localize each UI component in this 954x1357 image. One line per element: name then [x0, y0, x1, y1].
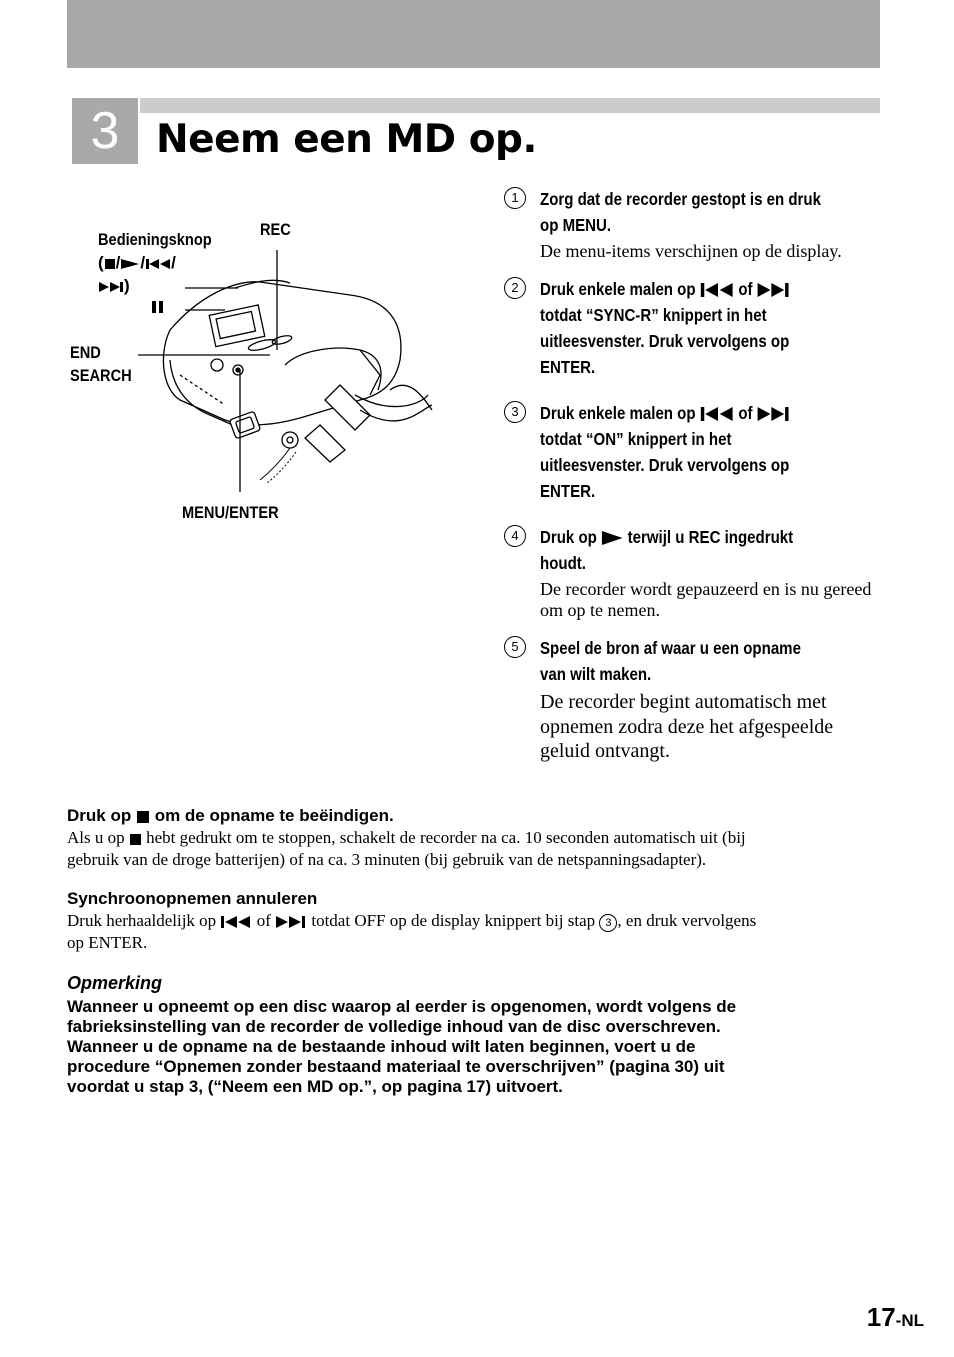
- instruction-line: Speel de bron af waar u een opname: [540, 638, 801, 658]
- page-number-value: 17: [866, 1302, 896, 1332]
- instruction-line: totdat “ON” knippert in het: [540, 429, 732, 449]
- body-text: , en druk vervolgens: [617, 911, 757, 930]
- heading-text: om de opname te beëindigen.: [154, 806, 394, 825]
- step-number-circle: 4: [504, 525, 526, 547]
- instruction-line: van wilt maken.: [540, 664, 652, 684]
- stop-icon: [129, 833, 142, 846]
- step-5: [504, 635, 880, 764]
- of-text: of: [738, 279, 753, 299]
- rec-label: REC: [260, 220, 291, 239]
- cancel-body: [67, 910, 887, 932]
- body-text: totdat OFF op de display knippert bij stap: [311, 911, 596, 930]
- page-number-suffix: -NL: [895, 1311, 924, 1330]
- body-text: Druk herhaaldelijk op: [67, 911, 217, 930]
- previous-icon: [700, 406, 734, 422]
- instruction-text: Druk op: [540, 527, 597, 547]
- stop-section: [67, 805, 887, 871]
- step-description: De recorder wordt gepauzeerd en is nu gereed om op te nemen.: [540, 579, 872, 620]
- instruction-line: ENTER.: [540, 481, 596, 501]
- stop-icon: [104, 258, 116, 270]
- instruction-line: totdat “SYNC-R” knippert in het: [540, 305, 767, 325]
- next-icon: [275, 915, 307, 929]
- instruction-line: uitleesvenster. Druk vervolgens op: [540, 331, 790, 351]
- steps-list: [504, 186, 880, 764]
- cancel-section: [67, 888, 887, 954]
- instruction-line: ENTER.: [540, 357, 596, 377]
- cancel-heading: Synchroonopnemen annuleren: [67, 889, 318, 908]
- step-ref-circle: 3: [599, 914, 617, 932]
- previous-icon: [145, 258, 171, 270]
- control-icons-row-2: ): [98, 276, 130, 296]
- header-band: [67, 0, 880, 68]
- step-instruction: [540, 400, 875, 504]
- note-section: [67, 971, 887, 1097]
- step-number-circle: 1: [504, 187, 526, 209]
- page-title: Neem een MD op.: [156, 117, 537, 162]
- instruction-text: Druk enkele malen op: [540, 403, 696, 423]
- instruction-line: Zorg dat de recorder gestopt is en druk: [540, 189, 821, 209]
- body-text: Als u op: [67, 828, 125, 847]
- step-instruction: [540, 635, 875, 687]
- play-icon: [601, 530, 623, 546]
- step-2: [504, 276, 880, 380]
- previous-icon: [700, 282, 734, 298]
- instruction-line: [540, 524, 875, 550]
- next-icon: [98, 281, 124, 293]
- step-number-circle: 5: [504, 636, 526, 658]
- instruction-line: [540, 276, 875, 302]
- step-instruction: [540, 524, 875, 576]
- next-icon: [757, 282, 791, 298]
- step-1: [504, 186, 880, 262]
- step-description: De recorder begint automatisch met opnemen zodra deze het afgespeelde geluid ontvangt.: [540, 691, 834, 762]
- instruction-line: [540, 400, 875, 426]
- end-search-label-2: SEARCH: [70, 366, 132, 385]
- step-number-circle: 2: [504, 277, 526, 299]
- stop-body-2: gebruik van de droge batterijen) of na ca. 3 minuten (bij gebruik van de netspanningsadapter).: [67, 850, 707, 869]
- next-icon: [757, 406, 791, 422]
- of-text: of: [256, 911, 271, 930]
- instruction-text: Druk enkele malen op: [540, 279, 696, 299]
- step-number: 3: [90, 102, 120, 160]
- menu-enter-label: MENU/ENTER: [182, 503, 279, 522]
- instruction-line: houdt.: [540, 553, 586, 573]
- stop-body: [67, 827, 887, 849]
- step-number-box: [72, 98, 138, 164]
- step-instruction: [540, 276, 875, 380]
- step-description: De menu-items verschijnen op de display.: [540, 241, 842, 261]
- note-title: Opmerking: [67, 973, 163, 993]
- instruction-text: terwijl u REC ingedrukt: [627, 527, 794, 547]
- heading-text: Druk op: [67, 806, 132, 825]
- cancel-body-2: op ENTER.: [67, 933, 148, 952]
- note-line: Wanneer u de opname na de bestaande inhoud wilt laten beginnen, voert u de: [67, 1037, 696, 1056]
- control-label: Bedieningsknop: [98, 230, 212, 249]
- step-3: [504, 400, 880, 504]
- body-text: hebt gedrukt om te stoppen, schakelt de recorder na ca. 10 seconden automatisch uit (bij: [146, 828, 746, 847]
- step-4: [504, 524, 880, 621]
- end-search-label-1: END: [70, 343, 101, 362]
- of-text: of: [738, 403, 753, 423]
- note-line: Wanneer u opneemt op een disc waarop al eerder is opgenomen, wordt volgens de: [67, 997, 737, 1016]
- note-line: fabrieksinstelling van de recorder de volledige inhoud van de disc overschreven.: [67, 1017, 721, 1036]
- pause-icon: [151, 300, 165, 314]
- note-line: voordat u stap 3, (“Neem een MD op.”, op pagina 17) uitvoert.: [67, 1077, 563, 1096]
- stop-icon: [136, 810, 150, 824]
- page-number: [867, 1302, 924, 1333]
- play-icon: [120, 258, 140, 270]
- step-number-circle: 3: [504, 401, 526, 423]
- previous-icon: [220, 915, 252, 929]
- title-rule: [140, 98, 880, 113]
- instruction-line: uitleesvenster. Druk vervolgens op: [540, 455, 790, 475]
- control-icons-row: ( / / /: [98, 253, 176, 272]
- step-instruction: [540, 186, 875, 238]
- stop-heading: [67, 805, 887, 827]
- instruction-line: op MENU.: [540, 215, 612, 235]
- note-line: procedure “Opnemen zonder bestaand materiaal te overschrijven” (pagina 30) uit: [67, 1057, 725, 1076]
